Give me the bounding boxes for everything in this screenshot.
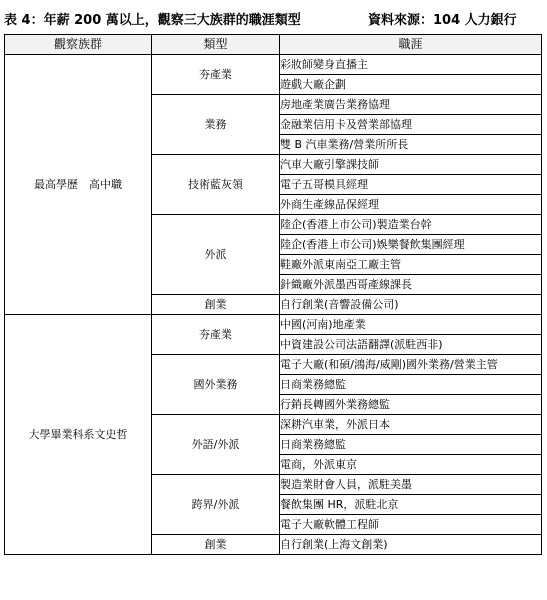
caption-title: 表 4：年薪 200 萬以上，觀察三大族群的職涯類型 [4, 13, 301, 28]
career-cell: 行銷長轉國外業務總監 [280, 395, 542, 415]
career-cell: 彩妝師變身直播主 [280, 55, 542, 75]
career-cell: 電商，外派東京 [280, 455, 542, 475]
career-cell: 日商業務總監 [280, 435, 542, 455]
career-cell: 金融業信用卡及營業部協理 [280, 115, 542, 135]
type-label: 業務 [152, 95, 280, 155]
header-group: 觀察族群 [5, 35, 152, 55]
career-cell: 陸企(香港上市公司)娛樂餐飲集團經理 [280, 235, 542, 255]
type-label: 外派 [152, 215, 280, 295]
group-label: 大學畢業科系文史哲 [5, 315, 152, 555]
type-label: 創業 [152, 535, 280, 555]
table-row [5, 315, 542, 335]
career-cell: 深耕汽車業，外派日本 [280, 415, 542, 435]
type-label: 創業 [152, 295, 280, 315]
career-cell: 鞋廠外派東南亞工廠主管 [280, 255, 542, 275]
career-cell: 電子大廠(和碩/鴻海/威剛)國外業務/營業主管 [280, 355, 542, 375]
career-cell: 汽車大廠引擎課技師 [280, 155, 542, 175]
type-label: 夯產業 [152, 315, 280, 355]
career-cell: 電子大廠軟體工程師 [280, 515, 542, 535]
career-cell: 日商業務總監 [280, 375, 542, 395]
career-cell: 針織廠外派墨西哥產線課長 [280, 275, 542, 295]
career-cell: 中資建設公司法語翻譯(派駐西非) [280, 335, 542, 355]
table-row [5, 55, 542, 75]
type-label: 外語/外派 [152, 415, 280, 475]
type-label: 國外業務 [152, 355, 280, 415]
header-career: 職涯 [280, 35, 542, 55]
header-row [5, 35, 542, 55]
type-label: 夯產業 [152, 55, 280, 95]
type-label: 跨界/外派 [152, 475, 280, 535]
career-cell: 陸企(香港上市公司)製造業台幹 [280, 215, 542, 235]
group-label: 最高學歷 高中職 [5, 55, 152, 315]
career-cell: 遊戲大廠企劃 [280, 75, 542, 95]
career-cell: 自行創業(音響設備公司) [280, 295, 542, 315]
career-cell: 房地產業廣告業務協理 [280, 95, 542, 115]
career-cell: 雙 B 汽車業務/營業所所長 [280, 135, 542, 155]
type-label: 技術藍灰領 [152, 155, 280, 215]
career-cell: 製造業財會人員，派駐美墨 [280, 475, 542, 495]
table-body [5, 55, 542, 555]
career-cell: 電子五哥模具經理 [280, 175, 542, 195]
table-caption [4, 10, 544, 32]
career-cell: 外商生產線品保經理 [280, 195, 542, 215]
career-cell: 自行創業(上海文創業) [280, 535, 542, 555]
career-table [4, 34, 542, 555]
career-cell: 餐飲集團 HR，派駐北京 [280, 495, 542, 515]
caption-source: 資料來源：104 人力銀行 [368, 13, 517, 28]
header-type: 類型 [152, 35, 280, 55]
career-cell: 中國(河南)地產業 [280, 315, 542, 335]
